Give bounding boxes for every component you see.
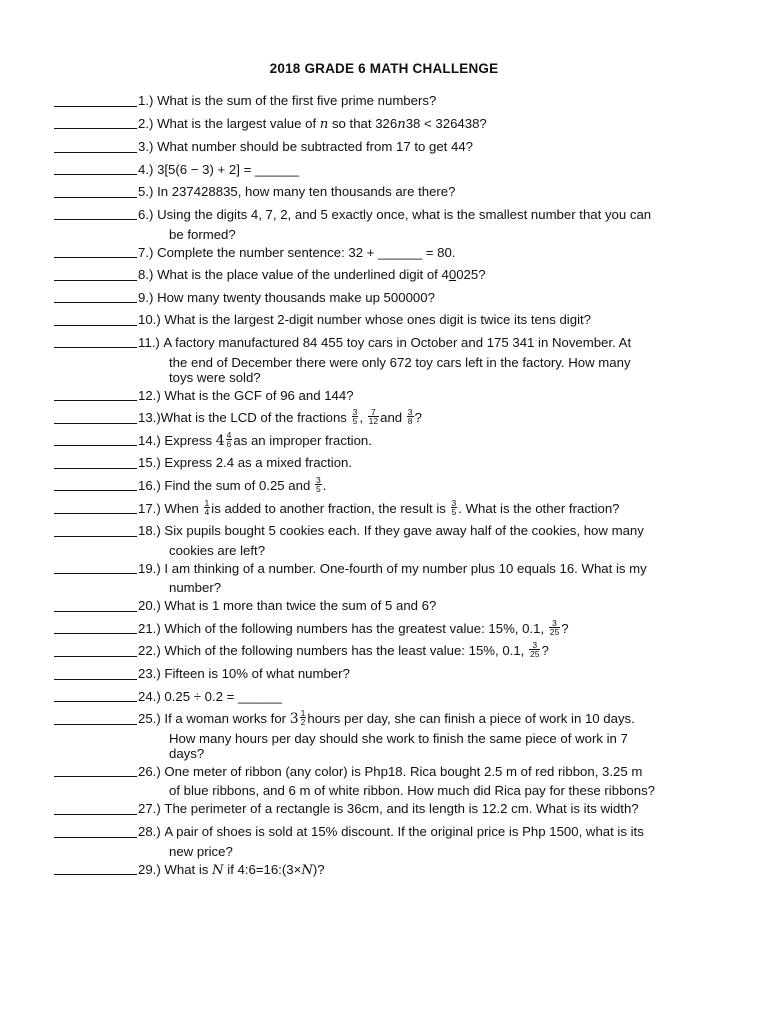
- question-text: A factory manufactured 84 455 toy cars in October and 175 341 in November. At: [163, 334, 632, 350]
- question-text: What number should be subtracted from 17 to get 44?: [157, 139, 474, 155]
- variable: n: [319, 116, 329, 132]
- question-12: [54, 385, 719, 408]
- question-number: 10.): [138, 312, 161, 328]
- fraction: $\frac{3}{8}$: [407, 407, 413, 427]
- answer-blank[interactable]: [54, 264, 137, 281]
- question-20: [54, 595, 719, 618]
- question-text: When $\frac{1}{4}$ is added to another fraction, the result is $\frac{3}{5}$ . What is the other fraction?: [164, 497, 620, 517]
- question-number: 14.): [138, 432, 161, 448]
- question-text: What is the largest 2-digit number whose ones digit is twice its tens digit?: [164, 312, 592, 328]
- answer-blank[interactable]: [54, 430, 137, 447]
- question-text: I am thinking of a number. One-fourth of my number plus 10 equals 16. What is my: [164, 560, 647, 576]
- variable: N: [212, 862, 224, 878]
- mixed-number-whole: 3: [289, 711, 299, 728]
- answer-blank[interactable]: [54, 407, 137, 424]
- mixed-number-whole: 4: [215, 432, 225, 449]
- answer-blank[interactable]: [54, 309, 137, 326]
- variable: N: [301, 862, 313, 878]
- question-21: [54, 618, 719, 641]
- question-text: In 237428835, how many ten thousands are there?: [157, 184, 456, 200]
- answer-blank[interactable]: [54, 821, 137, 838]
- question-text: What is the place value of the underlined digit of 40025?: [157, 267, 486, 283]
- question-continuation: of blue ribbons, and 6 m of white ribbon. How much did Rica pay for these ribbons?: [169, 783, 656, 799]
- fraction: $\frac{4}{6}$: [226, 429, 232, 449]
- question-29: [54, 859, 719, 883]
- question-continuation: How many hours per day should she work to finish the same piece of work in 7: [169, 730, 628, 746]
- question-text: Six pupils bought 5 cookies each. If they gave away half of the cookies, how many: [164, 523, 644, 539]
- question-19: [54, 558, 719, 581]
- answer-blank[interactable]: [54, 618, 137, 635]
- question-text: A pair of shoes is sold at 15% discount. If the original price is Php 1500, what is its: [164, 824, 644, 840]
- question-text: One meter of ribbon (any color) is Php18. Rica bought 2.5 m of red ribbon, 3.25 m: [164, 763, 643, 779]
- question-4: [54, 159, 719, 182]
- question-number: 11.): [138, 334, 160, 350]
- question-number: 19.): [138, 560, 161, 576]
- question-8: [54, 264, 719, 287]
- answer-blank[interactable]: [54, 663, 137, 680]
- fraction: $\frac{1}{2}$: [300, 708, 306, 728]
- question-number: 6.): [138, 206, 154, 222]
- question-number: 15.): [138, 455, 161, 471]
- question-11: [54, 332, 719, 355]
- answer-blank[interactable]: [54, 159, 137, 176]
- question-text: What is the sum of the first five prime numbers?: [157, 93, 437, 108]
- answer-blank[interactable]: [54, 520, 137, 537]
- question-number: 3.): [138, 139, 154, 155]
- question-5: [54, 181, 719, 204]
- question-1: [54, 90, 719, 113]
- question-number: 25.): [138, 711, 161, 727]
- question-25: [54, 708, 719, 731]
- question-text: What is the LCD of the fractions $\frac{3}{5}$ , $\frac{7}{12}$ and $\frac{3}{8}$ ?: [160, 407, 422, 427]
- question-text: Which of the following numbers has the greatest value: 15%, 0.1, $\frac{3}{25}$ ?: [164, 617, 569, 637]
- answer-blank[interactable]: [54, 385, 137, 402]
- answer-blank[interactable]: [54, 287, 137, 304]
- question-text: What is N if 4:6=16:(3×N)?: [164, 861, 325, 878]
- question-28: [54, 821, 719, 844]
- question-text: Fifteen is 10% of what number?: [164, 666, 350, 682]
- answer-blank[interactable]: [54, 90, 137, 107]
- question-18: [54, 520, 719, 543]
- underlined-digit: 0: [448, 267, 457, 283]
- question-26: [54, 761, 719, 784]
- question-number: 16.): [138, 477, 161, 493]
- answer-blank[interactable]: [54, 113, 137, 130]
- fraction: $\frac{3}{5}$: [315, 474, 321, 494]
- question-text: Using the digits 4, 7, 2, and 5 exactly once, what is the smallest number that you can: [157, 206, 652, 222]
- question-text: What is the GCF of 96 and 144?: [164, 387, 354, 403]
- answer-blank[interactable]: [54, 686, 137, 703]
- question-number: 1.): [138, 93, 154, 108]
- answer-blank[interactable]: [54, 595, 137, 612]
- question-14: [54, 430, 719, 453]
- fraction: $\frac{7}{12}$: [368, 407, 379, 427]
- question-7: [54, 242, 719, 265]
- question-number: 2.): [138, 115, 154, 131]
- question-continuation: cookies are left?: [169, 542, 266, 558]
- question-2: [54, 113, 719, 137]
- fraction: $\frac{3}{25}$: [530, 640, 540, 660]
- fraction: $\frac{3}{5}$: [352, 407, 358, 427]
- question-number: 29.): [138, 861, 161, 877]
- answer-blank[interactable]: [54, 708, 137, 725]
- question-text: Express 2.4 as a mixed fraction.: [164, 455, 353, 471]
- answer-blank[interactable]: [54, 798, 137, 815]
- question-continuation: new price?: [169, 843, 233, 859]
- fraction: $\frac{3}{25}$: [549, 617, 560, 637]
- question-number: 27.): [138, 801, 161, 817]
- question-text: Which of the following numbers has the least value: 15%, 0.1, $\frac{3}{25}$ ?: [164, 640, 549, 660]
- question-24: [54, 686, 719, 709]
- question-text: What is 1 more than twice the sum of 5 and 6?: [164, 598, 437, 614]
- question-number: 26.): [138, 763, 161, 779]
- fraction: $\frac{3}{5}$: [451, 497, 457, 517]
- question-number: 17.): [138, 500, 161, 516]
- question-3: [54, 136, 719, 159]
- question-number: 12.): [138, 387, 161, 403]
- question-text: How many twenty thousands make up 500000?: [157, 289, 435, 305]
- question-number: 8.): [138, 267, 154, 283]
- answer-blank[interactable]: [54, 181, 137, 198]
- answer-blank[interactable]: [54, 242, 137, 259]
- question-continuation: the end of December there were only 672 toy cars left in the factory. How many: [169, 354, 631, 370]
- question-22: [54, 640, 719, 663]
- question-text: Complete the number sentence: 32 + ______ = 80.: [157, 244, 456, 260]
- answer-blank[interactable]: [54, 558, 137, 575]
- question-continuation: number?: [169, 580, 222, 596]
- question-number: 20.): [138, 598, 161, 614]
- answer-blank[interactable]: [54, 640, 137, 657]
- question-13: [54, 407, 719, 430]
- question-27: [54, 798, 719, 821]
- answer-blank[interactable]: [54, 452, 137, 469]
- answer-blank[interactable]: [54, 475, 137, 492]
- question-list: [54, 90, 719, 882]
- question-number: 28.): [138, 824, 161, 840]
- question-number: 9.): [138, 289, 154, 305]
- answer-blank[interactable]: [54, 859, 137, 876]
- question-number: 7.): [138, 244, 154, 260]
- question-text: If a woman works for 3 $\frac{1}{2}$ hours per day, she can finish a piece of work in 10 days.: [164, 708, 635, 728]
- question-17: [54, 498, 719, 521]
- page-title: 2018 GRADE 6 MATH CHALLENGE: [269, 61, 499, 76]
- question-text: Find the sum of 0.25 and $\frac{3}{5}$ .: [164, 474, 327, 494]
- question-continuation: toys were sold?: [169, 369, 261, 385]
- question-text: The perimeter of a rectangle is 36cm, and its length is 12.2 cm. What is its width?: [164, 801, 639, 817]
- answer-blank[interactable]: [54, 761, 137, 778]
- answer-blank[interactable]: [54, 204, 137, 221]
- question-9: [54, 287, 719, 310]
- question-text: 0.25 ÷ 0.2 = ______: [164, 688, 283, 704]
- answer-blank[interactable]: [54, 498, 137, 515]
- question-number: 23.): [138, 666, 161, 682]
- variable: n: [397, 116, 406, 132]
- question-text: Express 4 $\frac{4}{6}$ as an improper fraction.: [164, 429, 372, 449]
- question-number: 4.): [138, 161, 154, 177]
- question-23: [54, 663, 719, 686]
- question-number: 24.): [138, 688, 161, 704]
- question-text: 3[5(6 − 3) + 2] = ______: [157, 161, 299, 177]
- answer-blank[interactable]: [54, 332, 137, 349]
- question-16: [54, 475, 719, 498]
- question-continuation: days?: [169, 745, 205, 761]
- question-10: [54, 309, 719, 332]
- question-15: [54, 452, 719, 475]
- question-number: 13.): [138, 410, 161, 426]
- answer-blank[interactable]: [54, 136, 137, 153]
- question-continuation: be formed?: [169, 226, 236, 242]
- question-number: 21.): [138, 620, 161, 636]
- question-number: 18.): [138, 523, 161, 539]
- question-6: [54, 204, 719, 227]
- question-number: 22.): [138, 643, 161, 659]
- fraction: $\frac{1}{4}$: [204, 497, 210, 517]
- question-number: 5.): [138, 184, 154, 200]
- question-text: What is the largest value of n so that 326n38 < 326438?: [157, 115, 487, 132]
